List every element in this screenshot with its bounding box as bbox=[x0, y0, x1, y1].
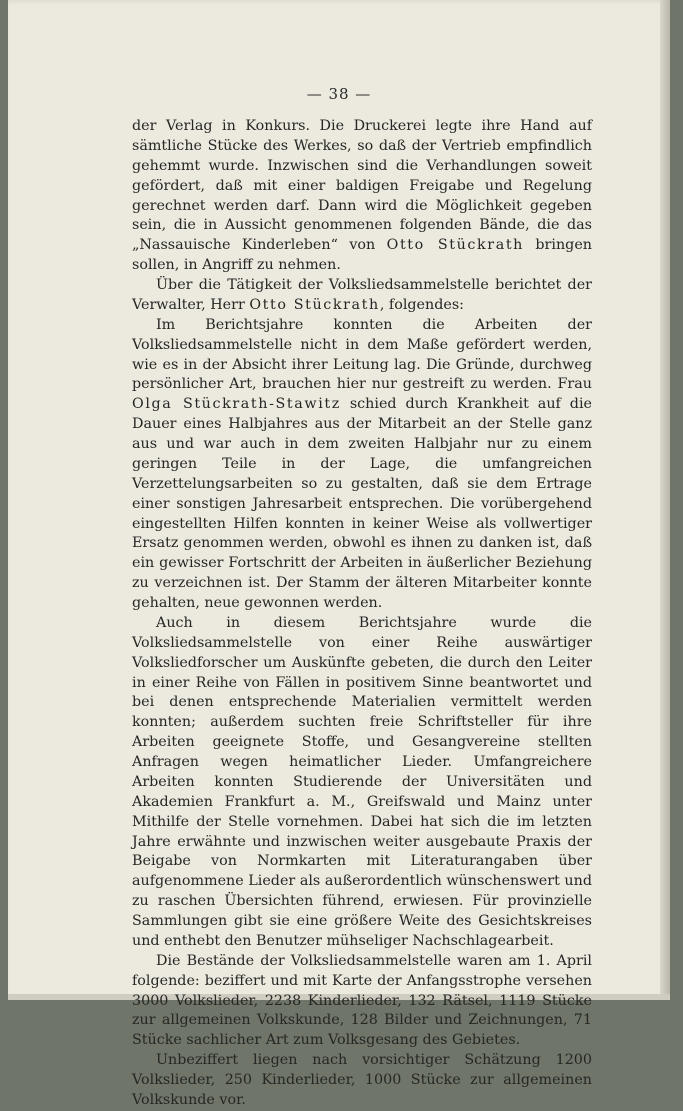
text-segment: , folgendes: bbox=[379, 296, 464, 313]
paragraph-p6 bbox=[132, 1051, 592, 1111]
paragraph-p5 bbox=[132, 952, 592, 1051]
paragraph-p3 bbox=[132, 316, 592, 614]
paragraph-p1 bbox=[132, 117, 592, 276]
page-edge-shadow bbox=[660, 0, 670, 1000]
text-segment: schied durch Krankheit auf die Dauer eines Halbjahres aus der Mitarbeit an der Stelle ganz aus und war auch in dem zweiten Halbjahr nur zu einem geringen Teile in der Lage, die umfangreichen Verzettelungsarbeiten so zu gestalten, daß sie dem Ertrage einer sonstigen Jahresarbeit entsprechen. Die vorübergehend eingestellten Hilfen konnten in keiner Weise als vollwertiger Ersatz genommen werden, obwohl es ihnen zu danken ist, daß ein gewisser Fortschritt der Arbeiten in äußerlicher Beziehung zu verzeichnen ist. Der Stamm der älteren Mitarbeiter konnte gehalten, neue gewonnen werden. bbox=[132, 396, 592, 611]
text-segment: Auch in diesem Berichtsjahre wurde die Volksliedsammelstelle von einer Reihe auswärtiger Volksliedforscher um Auskünfte gebeten, die durch den Leiter in einer Reihe von Fällen in positivem Sinne beantwortet und bei denen entsprechende Materialien vermittelt werden konnten; außerdem suchten freie Schriftsteller für ihre Arbeiten geeignete Stoffe, und Gesangvereine stellten Anfragen wegen heimatlicher Lieder. Umfangreichere Arbeiten konnten Studierende der Universitäten und Akademien Frankfurt a. M., Greifswald und Mainz unter Mithilfe der Stelle vornehmen. Dabei hat sich die im letzten Jahre erwähnte und inzwischen weiter ausgebaute Praxis der Beigabe von Normkarten mit Literaturangaben über aufgenommene Lieder als außerordentlich wünschenswert und zu raschen Übersichten führend, erwiesen. Für provinzielle Sammlungen gibt sie eine größere Weite des Gesichtskreises und enthebt den Benutzer mühseliger Nachschlagearbeit. bbox=[132, 614, 592, 949]
paragraph-p4 bbox=[132, 614, 592, 952]
text-segment: Die Bestände der Volksliedsammelstelle waren am 1. April folgende: beziffert und mit Karte der Anfangsstrophe versehen 3000 Volkslieder, 2238 Kinderlieder, 132 Rätsel, 1119 Stücke zur allgemeinen Volkskunde, 128 Bilder und Zeichnungen, 71 Stücke sachlicher Art zum Volksgesang des Gebietes. bbox=[132, 952, 592, 1049]
spaced-name: Olga Stückrath-Stawitz bbox=[132, 396, 341, 413]
text-segment: Unbeziffert liegen nach vorsichtiger Schätzung 1200 Volkslieder, 250 Kinderlieder, 1000 Stücke zur allgemeinen Volkskunde vor. bbox=[132, 1052, 592, 1108]
text-segment: Über die Tätigkeit der Volksliedsammelstelle berichtet der Verwalter, Herr bbox=[132, 277, 592, 313]
text-segment: der Verlag in Konkurs. Die Druckerei legte ihre Hand auf sämtliche Stücke des Werkes, so daß der Vertrieb empfindlich gehemmt wurde. Inzwischen sind die Verhandlungen soweit gefördert, daß mit einer baldigen Freigabe und Regelung gerechnet werden darf. Dann wird die Möglichkeit gegeben sein, die in Aussicht genommenen folgenden Bände, die das „Nassauische Kinderleben“ von bbox=[132, 118, 592, 254]
book-page bbox=[8, 0, 670, 1108]
spaced-name: Otto Stückrath bbox=[249, 296, 380, 313]
paragraph-p2 bbox=[132, 276, 592, 316]
spaced-name: Otto Stückrath bbox=[386, 237, 524, 254]
body-text bbox=[132, 117, 592, 1111]
text-segment: bringen sollen, in Angriff zu nehmen. bbox=[132, 237, 592, 274]
page-number: — 38 — bbox=[306, 85, 372, 103]
text-segment: Im Berichtsjahre konnten die Arbeiten der Volksliedsammelstelle nicht in dem Maße gefördert werden, wie es in der Absicht ihrer Leitung lag. Die Gründe, durchweg persönlicher Art, brauchen hier nur gestreift zu werden. Frau bbox=[132, 316, 592, 393]
